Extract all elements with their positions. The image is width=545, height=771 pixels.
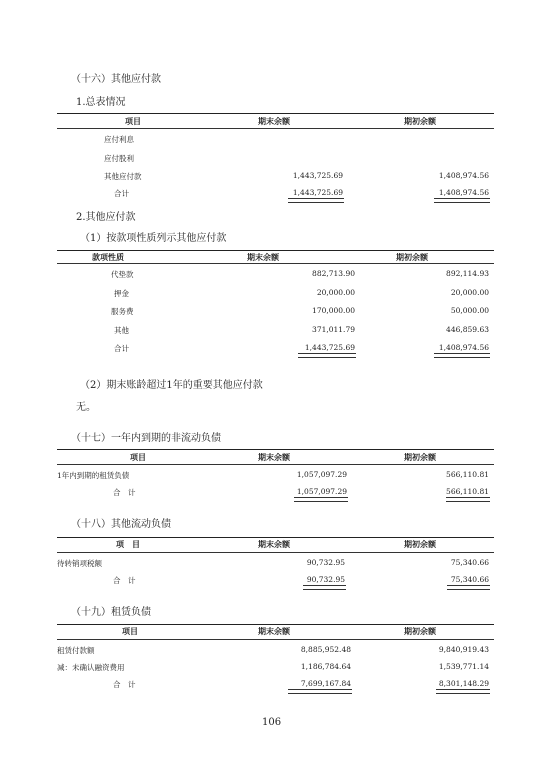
table-header-rule — [57, 464, 494, 465]
table-row-label: 1年内到期的租赁负债 — [57, 471, 130, 480]
double-underline — [288, 198, 344, 203]
table-row-label: 其他 — [114, 326, 129, 335]
column-header-opening: 期初余额 — [404, 626, 436, 636]
column-header-item: 项目 — [130, 452, 146, 462]
table-total-value: 7,699,167.84 — [300, 679, 351, 688]
table-cell-value: 50,000.00 — [450, 306, 489, 315]
table-total-label: 合计 — [114, 189, 129, 198]
table-total-value: 75,340.66 — [450, 575, 489, 584]
table-cell-value: 1,539,771.14 — [438, 662, 489, 671]
table-cell-value: 1,186,784.64 — [300, 662, 351, 671]
table-total-value: 90,732.95 — [306, 575, 345, 584]
table-cell-value: 882,713.90 — [312, 269, 355, 278]
table-row-label: 租赁付款额 — [57, 646, 95, 655]
table-row-label: 代垫款 — [111, 270, 134, 279]
column-header-closing: 期末余额 — [258, 626, 290, 636]
page-number: 106 — [262, 717, 282, 728]
section-18-title: （十八）其他流动负债 — [71, 519, 171, 530]
none-text: 无。 — [76, 402, 96, 413]
column-header-closing: 期末余额 — [258, 116, 290, 126]
table-top-rule — [57, 624, 494, 625]
table-cell-value: 20,000.00 — [450, 288, 489, 297]
column-header-item: 项目 — [125, 116, 141, 126]
column-header-opening: 期初余额 — [396, 252, 428, 262]
double-underline — [298, 353, 356, 358]
table-top-rule — [57, 250, 494, 251]
table-cell-value: 446,859.63 — [446, 325, 489, 334]
table-row-label: 应付利息 — [104, 135, 134, 144]
subsection-aged-title: （2）期末账龄超过1年的重要其他应付款 — [80, 380, 263, 391]
table-total-label: 合 计 — [113, 576, 136, 585]
double-underline — [294, 497, 348, 502]
column-header-item: 项 目 — [116, 539, 140, 549]
table-total-label: 合计 — [114, 344, 129, 353]
table-top-rule — [57, 113, 494, 114]
table-total-value: 1,443,725.69 — [304, 343, 355, 352]
subsection-other-payables-title: 2.其他应付款 — [76, 212, 136, 223]
table-row-label: 服务费 — [111, 307, 134, 316]
table-cell-value: 566,110.81 — [446, 470, 489, 479]
table-cell-value: 892,114.93 — [446, 269, 489, 278]
table-row-label: 待转销项税额 — [57, 559, 102, 568]
table-cell-value: 75,340.66 — [450, 558, 489, 567]
table-header-rule — [57, 128, 494, 129]
double-underline — [288, 689, 352, 694]
column-header-opening: 期初余额 — [404, 116, 436, 126]
table-row-label: 押金 — [114, 289, 129, 298]
table-total-label: 合 计 — [113, 680, 136, 689]
table-top-rule — [57, 449, 494, 450]
column-header-closing: 期末余额 — [258, 452, 290, 462]
table-header-rule — [57, 263, 494, 264]
table-row-label: 应付股利 — [104, 154, 134, 163]
table-cell-value: 1,408,974.56 — [438, 171, 489, 180]
double-underline — [446, 497, 490, 502]
section-16-title: （十六）其他应付款 — [71, 74, 161, 85]
table-total-value: 1,057,097.29 — [296, 487, 347, 496]
table-cell-value: 90,732.95 — [306, 558, 345, 567]
section-17-title: （十七）一年内到期的非流动负债 — [71, 433, 221, 444]
table-total-value: 1,408,974.56 — [438, 188, 489, 197]
table-cell-value: 20,000.00 — [316, 288, 355, 297]
double-underline — [447, 585, 490, 590]
section-19-title: （十九）租赁负债 — [71, 607, 151, 618]
subsection-by-nature-title: （1）按款项性质列示其他应付款 — [80, 233, 227, 244]
column-header-closing: 期末余额 — [247, 252, 279, 262]
column-header-opening: 期初余额 — [404, 452, 436, 462]
table-cell-value: 8,885,952.48 — [300, 645, 351, 654]
column-header-nature: 款项性质 — [92, 252, 124, 262]
double-underline — [434, 198, 490, 203]
table-cell-value: 371,011.79 — [312, 325, 355, 334]
table-top-rule — [57, 537, 494, 538]
double-underline — [303, 585, 346, 590]
table-row-label: 减：未确认融资费用 — [57, 663, 125, 672]
table-cell-value: 170,000.00 — [312, 306, 355, 315]
table-row-label: 其他应付款 — [104, 172, 142, 181]
table-total-value: 566,110.81 — [446, 487, 489, 496]
table-cell-value: 9,840,919.43 — [438, 645, 489, 654]
double-underline — [436, 689, 490, 694]
table-total-value: 1,408,974.56 — [438, 343, 489, 352]
column-header-item: 项目 — [122, 626, 138, 636]
table-header-rule — [57, 639, 494, 640]
double-underline — [434, 353, 490, 358]
table-total-value: 8,301,148.29 — [438, 679, 489, 688]
table-cell-value: 1,057,097.29 — [296, 470, 347, 479]
column-header-closing: 期末余额 — [258, 539, 290, 549]
table-total-label: 合 计 — [113, 488, 136, 497]
column-header-opening: 期初余额 — [404, 539, 436, 549]
table-header-rule — [57, 552, 494, 553]
table-cell-value: 1,443,725.69 — [292, 171, 343, 180]
table-total-value: 1,443,725.69 — [292, 188, 343, 197]
subsection-summary-title: 1.总表情况 — [76, 97, 126, 108]
